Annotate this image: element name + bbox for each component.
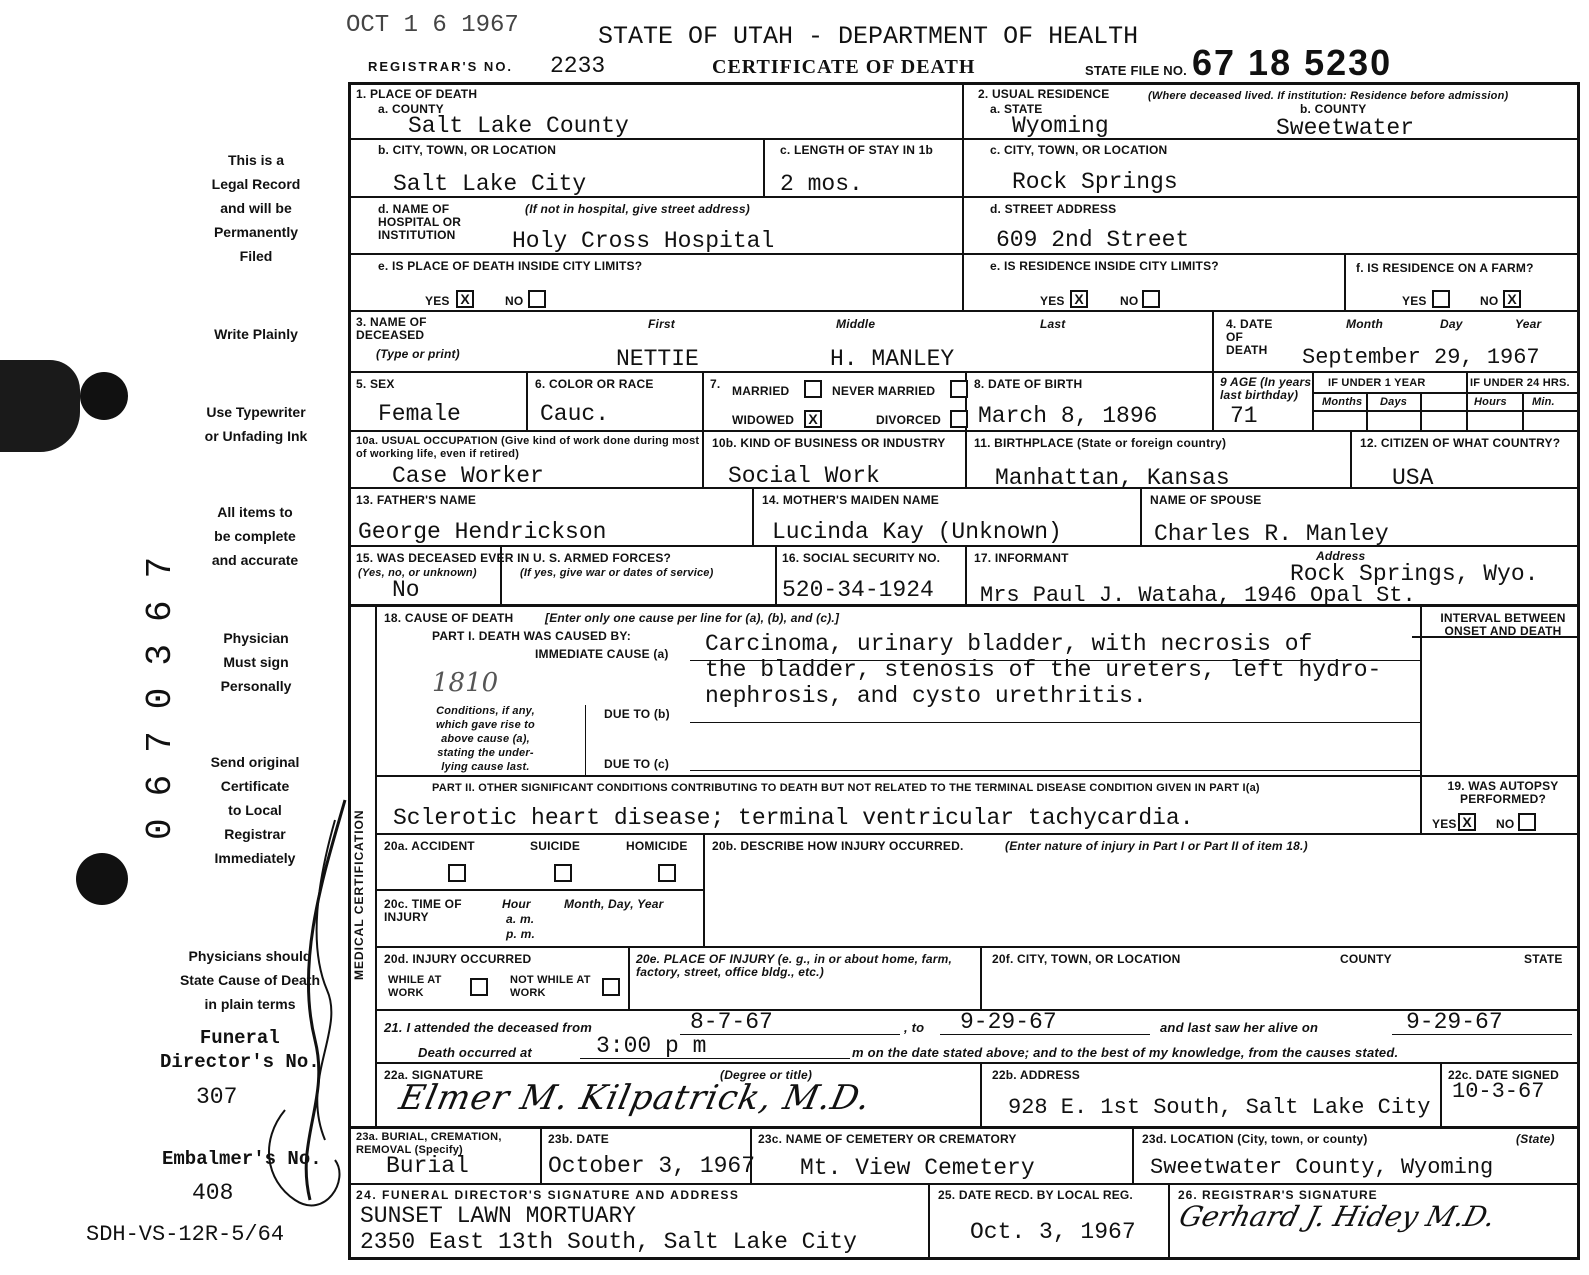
homicide-checkbox[interactable]: [658, 864, 676, 882]
divorced-label: DIVORCED: [876, 413, 941, 427]
autopsy-yes-checkbox[interactable]: X: [1458, 813, 1476, 831]
registrar-no-label: REGISTRAR'S NO.: [368, 59, 514, 74]
first-name-label: First: [648, 317, 676, 331]
last-name-label: Last: [1040, 317, 1066, 331]
cause-a-line-3: nephrosis, and cysto urethritis.: [705, 683, 1147, 709]
informant: Mrs Paul J. Wataha, 1946 Opal St.: [980, 583, 1416, 608]
residence-county: Sweetwater: [1276, 115, 1415, 141]
armed-forces-note-1: (Yes, no, or unknown): [358, 567, 477, 579]
state-file-no: 67 18 5230: [1192, 42, 1393, 83]
injury-description-label: 20b. DESCRIBE HOW INJURY OCCURRED.: [712, 839, 964, 853]
burial-location-label: 23d. LOCATION (City, town, or county): [1142, 1132, 1368, 1146]
cause-a-line-1: Carcinoma, urinary bladder, with necrosis of: [705, 631, 1313, 657]
farm-no-checkbox[interactable]: X: [1503, 290, 1521, 308]
suicide-checkbox[interactable]: [554, 864, 572, 882]
race-label: 6. COLOR OR RACE: [535, 377, 654, 391]
burial-date: October 3, 1967: [548, 1153, 756, 1179]
under-1-year-label: IF UNDER 1 YEAR: [1328, 377, 1426, 389]
month-day-year-label: Month, Day, Year: [564, 897, 664, 911]
side-legal-record: This is a Legal Record and will be Permanently Filed: [211, 152, 301, 264]
burial-method: Burial: [386, 1153, 469, 1179]
physician-signature: Elmer M. Kilpatrick, M.D.: [395, 1078, 875, 1118]
min-label: Min.: [1532, 396, 1555, 408]
death-inside-yes-label: YES: [425, 294, 450, 308]
death-inside-yes-checkbox[interactable]: X: [456, 290, 474, 308]
under-24-hrs-label: IF UNDER 24 HRS.: [1470, 377, 1570, 389]
death-city-label: b. CITY, TOWN, OR LOCATION: [378, 143, 557, 157]
suicide-label: SUICIDE: [530, 839, 581, 853]
state-file-label: STATE FILE NO.: [1085, 63, 1187, 78]
hospital-note: (If not in hospital, give street address): [525, 202, 750, 216]
due-to-b-label: DUE TO (b): [604, 707, 670, 721]
race: Cauc.: [540, 401, 610, 427]
marital-label: 7.: [710, 377, 721, 391]
embalmer-no: 408: [192, 1180, 234, 1206]
farm-yes-label: YES: [1402, 294, 1427, 308]
business-label: 10b. KIND OF BUSINESS OR INDUSTRY: [712, 436, 946, 450]
due-to-c-label: DUE TO (c): [604, 757, 670, 771]
farm-yes-checkbox[interactable]: [1432, 290, 1450, 308]
funeral-director-no: 307: [196, 1084, 238, 1110]
residence-inside-no-checkbox[interactable]: [1142, 290, 1160, 308]
deceased-name-note: (Type or print): [376, 347, 460, 361]
binder-hole-top: [80, 372, 128, 420]
hospital-name: Holy Cross Hospital: [512, 228, 775, 254]
month-label: Month: [1346, 317, 1383, 331]
residence-inside-label: e. IS RESIDENCE INSIDE CITY LIMITS?: [990, 259, 1219, 273]
burial-date-label: 23b. DATE: [548, 1132, 609, 1146]
never-married-label: NEVER MARRIED: [832, 384, 936, 398]
burial-method-label: 23a. BURIAL, CREMATION, REMOVAL (Specify): [356, 1131, 502, 1156]
death-inside-city-label: e. IS PLACE OF DEATH INSIDE CITY LIMITS?: [378, 259, 643, 273]
autopsy-no-checkbox[interactable]: [1518, 813, 1536, 831]
agency-title: STATE OF UTAH - DEPARTMENT OF HEALTH: [598, 22, 1139, 51]
father-label: 13. FATHER'S NAME: [356, 493, 477, 507]
cemetery-name: Mt. View Cemetery: [800, 1155, 1035, 1181]
cause-of-death-note: [Enter only one cause per line for (a), (b), and (c).]: [545, 611, 840, 625]
date-received: Oct. 3, 1967: [970, 1219, 1136, 1245]
time-of-injury-label: 20c. TIME OF INJURY: [384, 897, 462, 924]
binder-hole-bottom: [76, 853, 128, 905]
armed-forces-label: 15. WAS DECEASED EVER IN U. S. ARMED FORCES?: [356, 551, 672, 565]
armed-forces: No: [392, 577, 420, 603]
autopsy-label: 19. WAS AUTOPSY PERFORMED?: [1447, 779, 1559, 806]
residence-inside-yes-checkbox[interactable]: X: [1070, 290, 1088, 308]
serial-number-vertical: 0670367: [140, 534, 181, 840]
injury-city-label: 20f. CITY, TOWN, OR LOCATION: [992, 952, 1181, 966]
physician-address-label: 22b. ADDRESS: [992, 1068, 1080, 1082]
farm-label: f. IS RESIDENCE ON A FARM?: [1356, 261, 1534, 275]
spouse-name: Charles R. Manley: [1154, 521, 1389, 547]
accident-checkbox[interactable]: [448, 864, 466, 882]
immediate-cause-label: IMMEDIATE CAUSE (a): [535, 647, 669, 661]
mother-label: 14. MOTHER'S MAIDEN NAME: [762, 493, 940, 507]
date-of-birth: March 8, 1896: [978, 403, 1158, 429]
thumb-shadow: [0, 360, 80, 452]
form-title: CERTIFICATE OF DEATH: [712, 56, 976, 78]
side-typewriter: Use Typewriter or Unfading Ink: [204, 404, 308, 444]
informant-address-label: Address: [1316, 549, 1366, 563]
business: Social Work: [728, 463, 880, 489]
birthplace-label: 11. BIRTHPLACE (State or foreign country): [974, 436, 1227, 450]
residence-state: Wyoming: [1012, 113, 1109, 139]
residence-state-label: a. STATE: [990, 102, 1043, 116]
deceased-first-name: NETTIE: [616, 346, 699, 372]
father-name: George Hendrickson: [358, 519, 607, 545]
burial-state-label: (State): [1516, 1132, 1555, 1146]
injury-occurred-label: 20d. INJURY OCCURRED: [384, 952, 532, 966]
death-occurred-time: 3:00 p m: [596, 1033, 707, 1059]
residence-inside-yes-label: YES: [1040, 294, 1065, 308]
never-married-checkbox[interactable]: [950, 380, 968, 398]
part2-conditions: Sclerotic heart disease; terminal ventricular tachycardia.: [393, 805, 1194, 831]
not-while-at-work-label: NOT WHILE AT WORK: [510, 974, 591, 999]
last-saw-date: 9-29-67: [1406, 1009, 1503, 1035]
date-of-death-label: 4. DATE OF DEATH: [1226, 317, 1273, 357]
funeral-home-address: 2350 East 13th South, Salt Lake City: [360, 1229, 857, 1255]
date-signed: 10-3-67: [1452, 1079, 1545, 1104]
form-code: SDH-VS-12R-5/64: [86, 1222, 285, 1247]
cause-of-death-label: 18. CAUSE OF DEATH: [384, 611, 514, 625]
side-write-plainly: Write Plainly: [214, 326, 298, 342]
residence-city-label: c. CITY, TOWN, OR LOCATION: [990, 143, 1168, 157]
age: 71: [1230, 403, 1258, 429]
deceased-middle-last-name: H. MANLEY: [830, 346, 955, 372]
married-checkbox[interactable]: [804, 380, 822, 398]
dob-label: 8. DATE OF BIRTH: [974, 377, 1083, 391]
part1-label: PART I. DEATH WAS CAUSED BY:: [432, 629, 631, 643]
side-all-items: All items to be complete and accurate: [211, 504, 299, 568]
farm-no-label: NO: [1480, 294, 1499, 308]
death-county-label: a. COUNTY: [378, 102, 444, 116]
middle-name-label: Middle: [836, 317, 876, 331]
funeral-director-sig-label: 24. FUNERAL DIRECTOR'S SIGNATURE AND ADDRESS: [356, 1188, 740, 1202]
residence-street-label: d. STREET ADDRESS: [990, 202, 1117, 216]
armed-forces-note-2: (If yes, give war or dates of service): [520, 567, 714, 579]
age-label: 9 AGE (In years last birthday): [1220, 375, 1312, 402]
injury-county-label: COUNTY: [1340, 952, 1392, 966]
hours-label: Hours: [1474, 396, 1507, 408]
widowed-label: WIDOWED: [732, 413, 795, 427]
attended-to-label: , to: [904, 1020, 925, 1035]
side-physician-sign: Physician Must sign Personally: [220, 630, 292, 694]
burial-location: Sweetwater County, Wyoming: [1150, 1155, 1494, 1180]
cause-a-line-2: the bladder, stenosis of the ureters, left hydro-: [705, 657, 1382, 683]
days-label: Days: [1380, 396, 1408, 408]
residence-city: Rock Springs: [1012, 169, 1178, 195]
autopsy-yes-label: YES: [1432, 817, 1457, 831]
pm-label: p. m.: [506, 927, 536, 941]
death-occurred-tail: m on the date stated above; and to the best of my knowledge, from the causes stated.: [852, 1045, 1399, 1060]
injury-description-note: (Enter nature of injury in Part I or Part II of item 18.): [1005, 839, 1308, 853]
death-inside-no-checkbox[interactable]: [528, 290, 546, 308]
registrar-signature-label: 26. REGISTRAR'S SIGNATURE: [1178, 1188, 1378, 1202]
attended-to: 9-29-67: [960, 1009, 1057, 1035]
informant-city: Rock Springs, Wyo.: [1290, 561, 1539, 587]
attended-from: 8-7-67: [690, 1009, 773, 1035]
embalmer-label: Embalmer's No.: [162, 1148, 322, 1170]
residence-inside-no-label: NO: [1120, 294, 1139, 308]
months-label: Months: [1322, 396, 1363, 408]
signature-label: 22a. SIGNATURE: [384, 1068, 484, 1082]
widowed-checkbox[interactable]: X: [804, 410, 822, 428]
physician-address: 928 E. 1st South, Salt Lake City: [1008, 1095, 1431, 1120]
side-physicians-state: Physicians should State Cause of Death in plain terms: [179, 948, 321, 1012]
occupation-label: 10a. USUAL OCCUPATION (Give kind of work done during most of working life, even if retired): [356, 435, 700, 460]
stay-length: 2 mos.: [780, 171, 863, 197]
ssn-label: 16. SOCIAL SECURITY NO.: [782, 551, 941, 565]
occupation: Case Worker: [392, 463, 544, 489]
not-while-at-work-checkbox[interactable]: [602, 978, 620, 996]
citizenship: USA: [1392, 465, 1434, 491]
spouse-label: NAME OF SPOUSE: [1150, 493, 1262, 507]
registrar-no: 2233: [550, 53, 606, 79]
degree-label: (Degree or title): [720, 1068, 813, 1082]
death-inside-no-label: NO: [505, 294, 524, 308]
place-of-death-label: 1. PLACE OF DEATH: [356, 87, 478, 101]
death-occurred-label: Death occurred at: [418, 1045, 532, 1060]
residence-note: (Where deceased lived. If institution: Residence before admission): [1148, 90, 1509, 102]
date-of-death: September 29, 1967: [1302, 345, 1540, 370]
deceased-name-label: 3. NAME OF DECEASED: [356, 315, 427, 342]
married-label: MARRIED: [732, 384, 790, 398]
attended-label: 21. I attended the deceased from: [384, 1020, 592, 1035]
medical-certification-label: MEDICAL CERTIFICATION: [352, 809, 366, 980]
side-send-original: Send original Certificate to Local Registrar Immediately: [210, 754, 300, 866]
registrar-signature: Gerhard J. Hidey M.D.: [1175, 1200, 1499, 1233]
am-label: a. m.: [506, 912, 535, 926]
social-security-no: 520-34-1924: [782, 577, 934, 603]
year-label: Year: [1515, 317, 1542, 331]
date-signed-label: 22c. DATE SIGNED: [1448, 1068, 1560, 1082]
date-received-stamp: OCT 1 6 1967: [346, 12, 519, 39]
sex: Female: [378, 401, 461, 427]
residence-county-label: b. COUNTY: [1300, 102, 1367, 116]
residence-label: 2. USUAL RESIDENCE: [978, 87, 1110, 101]
handwritten-code: 1810: [432, 668, 499, 698]
divorced-checkbox[interactable]: [950, 410, 968, 428]
citizen-label: 12. CITIZEN OF WHAT COUNTRY?: [1360, 436, 1561, 450]
death-county: Salt Lake County: [408, 113, 629, 139]
homicide-label: HOMICIDE: [626, 839, 688, 853]
death-city: Salt Lake City: [393, 171, 587, 197]
while-at-work-checkbox[interactable]: [470, 978, 488, 996]
day-label: Day: [1440, 317, 1463, 331]
part2-label: PART II. OTHER SIGNIFICANT CONDITIONS CONTRIBUTING TO DEATH BUT NOT RELATED TO THE TERMINAL DISEASE CONDITION GIVEN IN PART I(a): [432, 782, 1260, 794]
injury-state-label: STATE: [1524, 952, 1563, 966]
funeral-home-name: SUNSET LAWN MORTUARY: [360, 1203, 637, 1229]
last-saw-label: and last saw her alive on: [1160, 1020, 1319, 1035]
cemetery-label: 23c. NAME OF CEMETERY OR CREMATORY: [758, 1132, 1017, 1146]
sex-label: 5. SEX: [356, 377, 395, 391]
funeral-director-label: Funeral Director's No.: [160, 1027, 320, 1073]
mother-name: Lucinda Kay (Unknown): [772, 519, 1062, 545]
residence-street: 609 2nd Street: [996, 227, 1190, 253]
date-received-label: 25. DATE RECD. BY LOCAL REG.: [938, 1188, 1133, 1202]
informant-label: 17. INFORMANT: [974, 551, 1069, 565]
hospital-label: d. NAME OF HOSPITAL OR INSTITUTION: [378, 202, 462, 242]
while-at-work-label: WHILE AT WORK: [388, 974, 442, 999]
autopsy-no-label: NO: [1496, 817, 1515, 831]
conditions-note: Conditions, if any, which gave rise to above cause (a), stating the under- lying cause last.: [436, 705, 535, 773]
birthplace: Manhattan, Kansas: [995, 465, 1230, 491]
accident-label: 20a. ACCIDENT: [384, 839, 475, 853]
interval-label: INTERVAL BETWEEN ONSET AND DEATH: [1440, 611, 1566, 638]
stay-label: c. LENGTH OF STAY IN 1b: [780, 143, 934, 157]
hour-label: Hour: [502, 897, 531, 911]
place-of-injury-label: 20e. PLACE OF INJURY (e. g., in or about home, farm, factory, street, office bldg., etc.): [636, 952, 953, 979]
